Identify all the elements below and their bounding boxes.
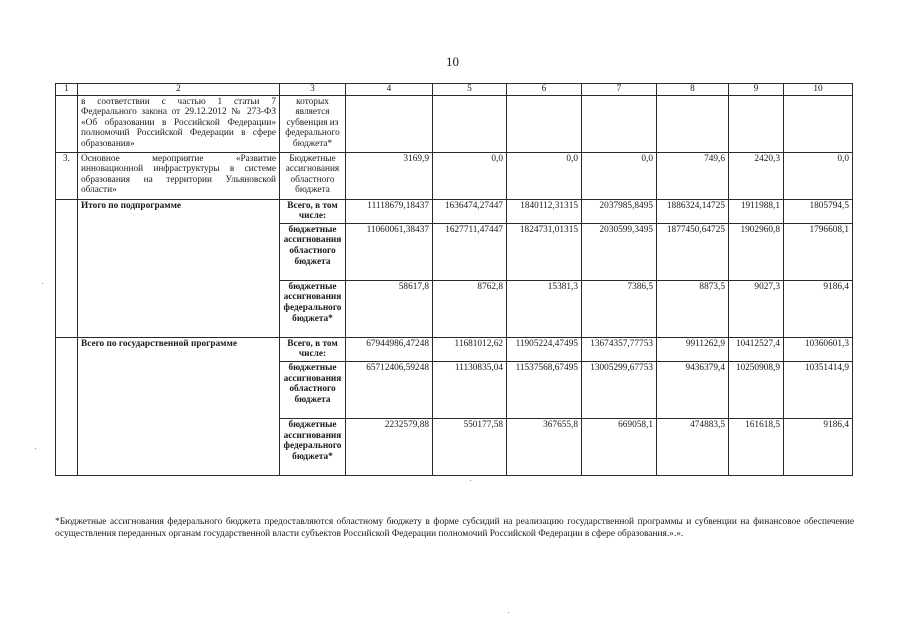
value-cell: 15381,3: [507, 280, 582, 337]
header-cell: 9: [729, 84, 784, 96]
row-source: которых является субвенция из федерального бюджета*: [280, 95, 346, 152]
row-number: [56, 95, 78, 152]
value-cell: 2037985,8495: [582, 199, 657, 223]
row-number: 3.: [56, 152, 78, 199]
table-row: [56, 152, 853, 199]
header-row: [56, 84, 853, 96]
value-cell: 1886324,14725: [657, 199, 729, 223]
header-cell: 6: [507, 84, 582, 96]
row-source: бюджетные ассигнования федерального бюджета*: [280, 280, 346, 337]
header-cell: 5: [433, 84, 507, 96]
value-cell: 1636474,27447: [433, 199, 507, 223]
value-cell: 10250908,9: [729, 361, 784, 418]
program-title: Всего по государственной программе: [78, 337, 280, 475]
value-cell: 9027,3: [729, 280, 784, 337]
scan-speck: [508, 612, 509, 613]
value-cell: 9186,4: [784, 280, 853, 337]
value-cell: 0,0: [582, 152, 657, 199]
value-cell: 0,0: [784, 152, 853, 199]
header-cell: 10: [784, 84, 853, 96]
value-cell: 1911988,1: [729, 199, 784, 223]
value-cell: 58617,8: [346, 280, 433, 337]
budget-table: [55, 83, 853, 476]
value-cell: 10351414,9: [784, 361, 853, 418]
row-source: бюджетные ассигнования областного бюджета: [280, 361, 346, 418]
value-cell: 1824731,01315: [507, 223, 582, 280]
value-cell: 2030599,3495: [582, 223, 657, 280]
value-cell: 749,6: [657, 152, 729, 199]
footnote: *Бюджетные ассигнования федерального бюджета предоставляются областному бюджету в форме субсидий на реализацию государственной программы и субвенции на финансовое обеспечение осуществления переданных органам государственной власти субъектов Российской Федерации полномочий Российской Федерации в сфере образования.».».: [55, 517, 854, 539]
row-source: Бюджетные ассигнования областного бюджета: [280, 152, 346, 199]
value-cell: [784, 95, 853, 152]
value-cell: 0,0: [507, 152, 582, 199]
row-source: Всего, в том числе:: [280, 199, 346, 223]
value-cell: 11537568,67495: [507, 361, 582, 418]
header-cell: 7: [582, 84, 657, 96]
row-number: [56, 337, 78, 475]
program-total-row: [56, 337, 853, 361]
subprogram-title: Итого по подпрограмме: [78, 199, 280, 337]
value-cell: 9911262,9: [657, 337, 729, 361]
value-cell: 474883,5: [657, 418, 729, 475]
value-cell: 11060061,38437: [346, 223, 433, 280]
value-cell: 65712406,59248: [346, 361, 433, 418]
row-source: Всего, в том числе:: [280, 337, 346, 361]
value-cell: 2232579,88: [346, 418, 433, 475]
value-cell: [657, 95, 729, 152]
value-cell: 11130835,04: [433, 361, 507, 418]
value-cell: 367655,8: [507, 418, 582, 475]
scan-speck: [470, 480, 471, 481]
value-cell: 9186,4: [784, 418, 853, 475]
scan-speck: [35, 448, 36, 449]
value-cell: [433, 95, 507, 152]
value-cell: 1902960,8: [729, 223, 784, 280]
value-cell: 2420,3: [729, 152, 784, 199]
value-cell: 10412527,4: [729, 337, 784, 361]
value-cell: [582, 95, 657, 152]
value-cell: 13674357,77753: [582, 337, 657, 361]
value-cell: 1796608,1: [784, 223, 853, 280]
value-cell: [507, 95, 582, 152]
row-source: бюджетные ассигнования федерального бюджета*: [280, 418, 346, 475]
value-cell: 3169,9: [346, 152, 433, 199]
value-cell: 550177,58: [433, 418, 507, 475]
row-name: в соответствии с частью 1 статьи 7 Федерального закона от 29.12.2012 № 273-ФЗ «Об образовании в Российской Федерации» полномочий Российской Федерации в сфере образования»: [78, 95, 280, 152]
header-cell: 1: [56, 84, 78, 96]
value-cell: [346, 95, 433, 152]
value-cell: 1627711,47447: [433, 223, 507, 280]
value-cell: 8873,5: [657, 280, 729, 337]
page-number: 10: [446, 54, 459, 69]
table-row: [56, 95, 853, 152]
value-cell: 11681012,62: [433, 337, 507, 361]
value-cell: 0,0: [433, 152, 507, 199]
value-cell: 1877450,64725: [657, 223, 729, 280]
value-cell: 11905224,47495: [507, 337, 582, 361]
header-cell: 3: [280, 84, 346, 96]
value-cell: 1805794,5: [784, 199, 853, 223]
row-name: Основное мероприятие «Развитие инновационной инфраструктуры в системе образования на территории Ульяновской области»: [78, 152, 280, 199]
value-cell: 9436379,4: [657, 361, 729, 418]
value-cell: 11118679,18437: [346, 199, 433, 223]
header-cell: 2: [78, 84, 280, 96]
header-cell: 8: [657, 84, 729, 96]
value-cell: 13005299,67753: [582, 361, 657, 418]
subprogram-total-row: [56, 199, 853, 223]
value-cell: 669058,1: [582, 418, 657, 475]
row-source: бюджетные ассигнования областного бюджета: [280, 223, 346, 280]
value-cell: 8762,8: [433, 280, 507, 337]
value-cell: 67944986,47248: [346, 337, 433, 361]
value-cell: 10360601,3: [784, 337, 853, 361]
value-cell: 161618,5: [729, 418, 784, 475]
row-number: [56, 199, 78, 337]
scan-speck: [42, 283, 43, 284]
value-cell: 1840112,31315: [507, 199, 582, 223]
header-cell: 4: [346, 84, 433, 96]
value-cell: 7386,5: [582, 280, 657, 337]
value-cell: [729, 95, 784, 152]
